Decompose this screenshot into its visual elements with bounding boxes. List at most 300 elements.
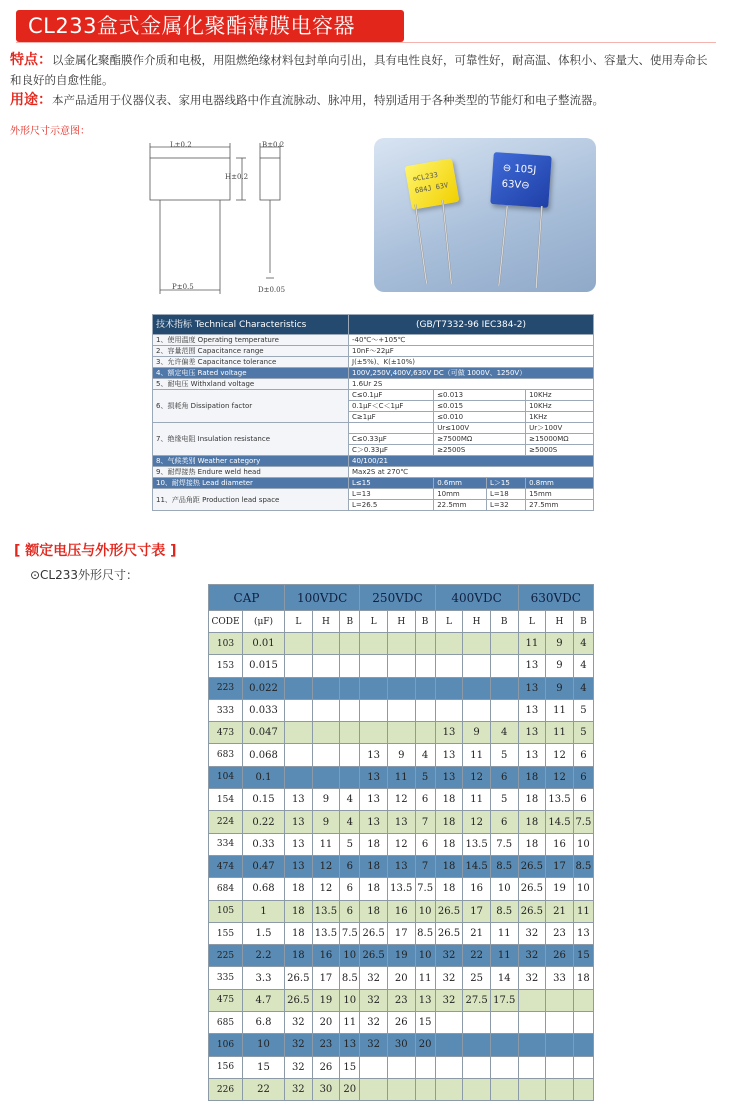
tech-row-label: 7、绝缘电阻 Insulation resistance: [153, 423, 349, 456]
dimension-cell: 26.5: [518, 900, 546, 922]
dimension-cell: 5: [490, 744, 518, 766]
tech-cell: 1KHz: [526, 412, 594, 423]
dimension-cell: 32: [360, 1012, 388, 1034]
dimension-cell: 10: [340, 945, 360, 967]
dimension-cell: 18: [360, 878, 388, 900]
cap-cell: 0.15: [243, 789, 285, 811]
dimension-cell: 20: [387, 967, 415, 989]
dimension-cell: 8.5: [415, 922, 435, 944]
dimension-cell: 5: [573, 699, 593, 721]
dimension-cell: [435, 1056, 463, 1078]
dimension-cell: 9: [387, 744, 415, 766]
table-row: [209, 811, 594, 833]
dimension-cell: [435, 655, 463, 677]
dimension-cell: 32: [285, 1012, 313, 1034]
dimension-cell: 32: [360, 967, 388, 989]
tech-row-value: 10nF～22μF: [349, 346, 594, 357]
table-row: [209, 766, 594, 788]
tech-cell: ≤0.015: [434, 401, 526, 412]
table-row: [209, 833, 594, 855]
dimension-cell: 32: [435, 989, 463, 1011]
dimension-cell: 11: [573, 900, 593, 922]
dimension-cell: 15: [573, 945, 593, 967]
dimension-cell: 32: [360, 989, 388, 1011]
code-cell: 103: [209, 633, 243, 655]
dimension-cell: [573, 1078, 593, 1100]
dimension-cell: 18: [435, 878, 463, 900]
tech-cell: 0.8mm: [526, 478, 594, 489]
dimension-cell: 13: [360, 766, 388, 788]
dimension-cell: [490, 1078, 518, 1100]
dimension-cell: [340, 699, 360, 721]
dimension-cell: 18: [285, 922, 313, 944]
tech-cell: ≥2500S: [434, 445, 526, 456]
dimension-cell: [360, 655, 388, 677]
blue-lead-2: [535, 206, 543, 288]
dimension-cell: 6: [415, 789, 435, 811]
dimension-cell: 13: [518, 655, 546, 677]
dimension-cell: 13: [435, 766, 463, 788]
dimension-cell: 7.5: [490, 833, 518, 855]
table-row: [209, 699, 594, 721]
dimension-cell: 13: [518, 744, 546, 766]
dimension-cell: 22: [463, 945, 491, 967]
cap-cell: 0.015: [243, 655, 285, 677]
tech-table: [152, 314, 594, 511]
dimension-cell: [435, 633, 463, 655]
dimension-cell: 12: [463, 766, 491, 788]
dimension-cell: [285, 677, 313, 699]
dimension-cell: 9: [312, 789, 340, 811]
dimension-cell: 18: [435, 811, 463, 833]
dimension-cell: 11: [463, 789, 491, 811]
dimension-cell: 26.5: [518, 855, 546, 877]
dimension-cell: [573, 989, 593, 1011]
dimension-cell: 16: [463, 878, 491, 900]
tech-row-value: -40℃～+105℃: [349, 335, 594, 346]
cap-cell: 0.1: [243, 766, 285, 788]
dimension-cell: 13: [340, 1034, 360, 1056]
lhb-header: L: [360, 611, 388, 633]
table-row: [209, 1078, 594, 1100]
tech-cell: C≤0.1μF: [349, 390, 434, 401]
dimension-cell: [490, 633, 518, 655]
dimension-cell: 12: [387, 789, 415, 811]
tech-cell: C≤0.33μF: [349, 434, 434, 445]
dimension-cell: 13.5: [387, 878, 415, 900]
dimension-cell: 32: [518, 967, 546, 989]
tech-cell: Ur≤100V: [434, 423, 526, 434]
dimension-cell: 9: [546, 677, 574, 699]
dimension-cell: 23: [387, 989, 415, 1011]
tech-row-value: 100V,250V,400V,630V DC（可做 1000V、1250V）: [349, 368, 594, 379]
dimension-cell: 20: [415, 1034, 435, 1056]
dimension-cell: 32: [285, 1078, 313, 1100]
code-cell: 224: [209, 811, 243, 833]
dimension-cell: 14: [490, 967, 518, 989]
dimension-cell: [415, 699, 435, 721]
dim-table-subheader: [209, 611, 594, 633]
cap-header: CAP: [209, 585, 285, 611]
table-row: [209, 655, 594, 677]
tech-cell: C≥1μF: [349, 412, 434, 423]
dimension-cell: [312, 633, 340, 655]
dimension-cell: 30: [387, 1034, 415, 1056]
dimension-cell: 5: [573, 722, 593, 744]
tech-row: [153, 335, 594, 346]
tech-cell: L=32: [487, 500, 526, 511]
cap-cell: 0.47: [243, 855, 285, 877]
tech-row: [153, 489, 594, 500]
lhb-header: H: [546, 611, 574, 633]
dimension-cell: [285, 699, 313, 721]
code-cell: 226: [209, 1078, 243, 1100]
dimension-cell: [415, 722, 435, 744]
usage-label: 用途：: [10, 92, 52, 108]
tech-cell: 27.5mm: [526, 500, 594, 511]
tech-header-left: 技术指标 Technical Characteristics: [153, 315, 349, 335]
dimension-cell: 7: [415, 811, 435, 833]
cap-cell: 2.2: [243, 945, 285, 967]
dimension-cell: [312, 766, 340, 788]
dimension-cell: [518, 1056, 546, 1078]
dimension-cell: 13: [285, 789, 313, 811]
dimension-cell: 6: [573, 789, 593, 811]
dimension-cell: 13: [415, 989, 435, 1011]
dimension-cell: 10: [340, 989, 360, 1011]
dimension-cell: [285, 744, 313, 766]
dimension-cell: [546, 989, 574, 1011]
tech-row-value: J(±5%)、K(±10%): [349, 357, 594, 368]
lhb-header: B: [340, 611, 360, 633]
dimension-cell: [360, 677, 388, 699]
dimension-cell: 7: [415, 855, 435, 877]
dimension-cell: 4: [573, 655, 593, 677]
dimension-cell: [490, 699, 518, 721]
voltage-header: 400VDC: [435, 585, 518, 611]
dimension-cell: 13.5: [463, 833, 491, 855]
dimension-cell: [490, 1012, 518, 1034]
tech-row: [153, 467, 594, 478]
lhb-header: B: [573, 611, 593, 633]
tech-row-label: 1、使用温度 Operating temperature: [153, 335, 349, 346]
tech-row: [153, 390, 594, 401]
section-subtitle: ⊙CL233外形尺寸：: [30, 568, 139, 582]
dimension-cell: 20: [340, 1078, 360, 1100]
dimension-cell: 18: [435, 789, 463, 811]
dimension-cell: 13: [435, 722, 463, 744]
tech-cell: 0.1μF＜C＜1μF: [349, 401, 434, 412]
dimension-cell: [463, 1056, 491, 1078]
dimension-cell: [518, 1012, 546, 1034]
dimension-cell: 4: [415, 744, 435, 766]
dimension-cell: 4: [490, 722, 518, 744]
dimension-cell: 13: [387, 855, 415, 877]
dimension-cell: 13: [518, 722, 546, 744]
dimension-cell: [463, 1012, 491, 1034]
dimension-cell: 12: [463, 811, 491, 833]
dimension-cell: 18: [518, 811, 546, 833]
code-cell: 153: [209, 655, 243, 677]
tech-row-label: 9、耐焊接热 Endure weld head: [153, 467, 349, 478]
lhb-header: L: [285, 611, 313, 633]
dimension-cell: [573, 1056, 593, 1078]
dimension-cell: 12: [312, 855, 340, 877]
dimension-cell: 30: [312, 1078, 340, 1100]
code-cell: 333: [209, 699, 243, 721]
dimension-cell: 13: [573, 922, 593, 944]
dimension-cell: [387, 722, 415, 744]
dim-b-label: B±0.2: [262, 141, 285, 149]
table-row: [209, 945, 594, 967]
dimension-cell: [387, 677, 415, 699]
dimension-cell: 6: [340, 900, 360, 922]
dimension-cell: 16: [387, 900, 415, 922]
lhb-header: H: [312, 611, 340, 633]
dimension-cell: 6: [573, 766, 593, 788]
code-cell: 155: [209, 922, 243, 944]
voltage-header: 250VDC: [360, 585, 435, 611]
dimension-cell: [463, 1078, 491, 1100]
table-row: [209, 989, 594, 1011]
tech-cell: L=26.5: [349, 500, 434, 511]
dimension-cell: [360, 722, 388, 744]
dimension-cell: 11: [518, 633, 546, 655]
dimension-cell: [463, 699, 491, 721]
yellow-cap-text-2: 684J 63V: [414, 181, 449, 196]
dimension-cell: 18: [573, 967, 593, 989]
dimension-cell: [387, 1078, 415, 1100]
tech-cell: L=18: [487, 489, 526, 500]
dimension-cell: [435, 677, 463, 699]
dimension-cell: [463, 1034, 491, 1056]
dimension-cell: 26.5: [360, 945, 388, 967]
dimension-cell: [573, 1034, 593, 1056]
dimension-cell: 6: [490, 811, 518, 833]
dimension-cell: 18: [435, 855, 463, 877]
cap-cell: 0.01: [243, 633, 285, 655]
lhb-header: L: [435, 611, 463, 633]
blue-cap-text-2: 63V⊖: [501, 178, 530, 192]
dimension-cell: [463, 655, 491, 677]
dimension-cell: 18: [435, 833, 463, 855]
tech-header-right: (GB/T7332-96 IEC384-2): [349, 315, 594, 335]
cap-cell: 1.5: [243, 922, 285, 944]
table-row: [209, 967, 594, 989]
dimension-cell: 15: [415, 1012, 435, 1034]
dimension-cell: [546, 1056, 574, 1078]
cap-cell: 4.7: [243, 989, 285, 1011]
dimension-cell: 19: [546, 878, 574, 900]
dimension-cell: [435, 699, 463, 721]
lhb-header: H: [387, 611, 415, 633]
tech-row: [153, 357, 594, 368]
lhb-header: B: [490, 611, 518, 633]
cap-cell: 1: [243, 900, 285, 922]
dimension-cell: 13: [360, 744, 388, 766]
dimension-cell: 9: [312, 811, 340, 833]
dimension-cell: 14.5: [463, 855, 491, 877]
dimension-cell: 13: [360, 789, 388, 811]
tech-row-label: 11、产品角距 Production lead space: [153, 489, 349, 511]
dimension-cell: 17: [463, 900, 491, 922]
dimension-cell: 16: [546, 833, 574, 855]
dimension-cell: 17: [387, 922, 415, 944]
yellow-cap-text-1: ⊖CL233: [412, 170, 439, 184]
lhb-header: H: [463, 611, 491, 633]
dim-table-header: [209, 585, 594, 611]
code-cell: 685: [209, 1012, 243, 1034]
table-row: [209, 1034, 594, 1056]
dimension-cell: [490, 1034, 518, 1056]
tech-cell: C＞0.33μF: [349, 445, 434, 456]
table-row: [209, 1056, 594, 1078]
dimension-cell: 13: [518, 677, 546, 699]
voltage-header: 100VDC: [285, 585, 360, 611]
dimension-cell: [463, 677, 491, 699]
lhb-header: B: [415, 611, 435, 633]
cap-cell: 15: [243, 1056, 285, 1078]
tech-cell: L＞15: [487, 478, 526, 489]
dimension-cell: 20: [312, 1012, 340, 1034]
dimension-cell: 7.5: [415, 878, 435, 900]
dimension-cell: 9: [546, 633, 574, 655]
cap-cell: 0.022: [243, 677, 285, 699]
dimension-cell: 32: [360, 1034, 388, 1056]
dimension-cell: 4: [340, 789, 360, 811]
tech-row: [153, 346, 594, 357]
dimension-cell: [490, 655, 518, 677]
dimension-cell: 9: [546, 655, 574, 677]
tech-row: [153, 478, 594, 489]
dimension-cell: 26.5: [285, 967, 313, 989]
dimension-cell: 13.5: [312, 922, 340, 944]
dimension-cell: 8.5: [573, 855, 593, 877]
dimension-cell: 13: [360, 811, 388, 833]
dimension-cell: 26.5: [285, 989, 313, 1011]
cap-cell: 6.8: [243, 1012, 285, 1034]
dimension-cell: 32: [435, 967, 463, 989]
dimension-cell: [435, 1012, 463, 1034]
tech-row-value: 1.6Ur 2S: [349, 379, 594, 390]
code-cell: 684: [209, 878, 243, 900]
dimension-table: [208, 584, 594, 1101]
dimension-cell: [340, 655, 360, 677]
dimension-cell: [573, 1012, 593, 1034]
dimension-cell: [387, 655, 415, 677]
dimension-cell: [387, 699, 415, 721]
tech-row: [153, 379, 594, 390]
usage-text: 本产品适用于仪器仪表、家用电器线路中作直流脉动、脉冲用，特别适用于各种类型的节能灯和电子整流器。: [52, 93, 604, 107]
dimension-cell: 11: [415, 967, 435, 989]
tech-row-value: Max2S at 270℃: [349, 467, 594, 478]
tech-cell: 22.5mm: [434, 500, 487, 511]
dimension-cell: 32: [285, 1056, 313, 1078]
dimension-cell: [312, 744, 340, 766]
dimension-cell: 18: [285, 878, 313, 900]
cap-cell: 0.033: [243, 699, 285, 721]
dimension-cell: 11: [463, 744, 491, 766]
dimension-cell: 8.5: [340, 967, 360, 989]
dimension-cell: [312, 655, 340, 677]
dimension-cell: [518, 1034, 546, 1056]
dimension-cell: 11: [340, 1012, 360, 1034]
table-row: [209, 855, 594, 877]
cap-cell: 22: [243, 1078, 285, 1100]
dimension-cell: 10: [573, 833, 593, 855]
dimension-cell: [340, 722, 360, 744]
dimension-cell: 17: [546, 855, 574, 877]
dimension-cell: 7.5: [573, 811, 593, 833]
tech-row-label: 6、损耗角 Dissipation factor: [153, 390, 349, 423]
dimension-cell: [546, 1034, 574, 1056]
dimension-cell: [312, 722, 340, 744]
dimension-cell: 33: [546, 967, 574, 989]
dimension-cell: 13: [285, 811, 313, 833]
dimension-cell: 26.5: [360, 922, 388, 944]
feature-paragraph: [10, 50, 718, 90]
dimension-cell: 13: [285, 833, 313, 855]
dimension-cell: 26: [312, 1056, 340, 1078]
dimension-cell: 18: [518, 789, 546, 811]
tech-row-label: 10、耐焊接热 Lead diameter: [153, 478, 349, 489]
dimension-cell: 6: [340, 855, 360, 877]
tech-row-label: 3、允许偏差 Capacitance tolerance: [153, 357, 349, 368]
table-row: [209, 878, 594, 900]
table-row: [209, 789, 594, 811]
dimension-cell: 6: [340, 878, 360, 900]
tech-cell: ≥15000MΩ: [526, 434, 594, 445]
tech-cell: 15mm: [526, 489, 594, 500]
dimension-cell: 7.5: [340, 922, 360, 944]
voltage-header: 630VDC: [518, 585, 593, 611]
tech-row-label: 5、耐电压 Withxland voltage: [153, 379, 349, 390]
tech-row: [153, 456, 594, 467]
dimension-cell: 23: [312, 1034, 340, 1056]
dimension-cell: 18: [360, 855, 388, 877]
lhb-header: L: [518, 611, 546, 633]
table-row: [209, 677, 594, 699]
code-cell: 475: [209, 989, 243, 1011]
cap-cell: 0.68: [243, 878, 285, 900]
blue-lead-1: [498, 206, 508, 286]
dimension-cell: 26.5: [435, 900, 463, 922]
dimension-cell: 4: [340, 811, 360, 833]
dimension-cell: [340, 744, 360, 766]
dimension-cell: 13.5: [546, 789, 574, 811]
dimension-cell: 25: [463, 967, 491, 989]
dimension-cell: [360, 1056, 388, 1078]
dimension-cell: 17: [312, 967, 340, 989]
table-row: [209, 744, 594, 766]
dimension-cell: [387, 1056, 415, 1078]
dimension-cell: 11: [490, 945, 518, 967]
dimension-cell: 18: [518, 833, 546, 855]
dimension-diagram: [140, 138, 310, 303]
dimension-cell: 13: [435, 744, 463, 766]
dimension-cell: [340, 633, 360, 655]
dimension-cell: [360, 1078, 388, 1100]
dimension-cell: [415, 655, 435, 677]
dimension-cell: 19: [387, 945, 415, 967]
dimension-cell: 17.5: [490, 989, 518, 1011]
dim-d-label: D±0.05: [258, 286, 286, 294]
cap-cell: 0.047: [243, 722, 285, 744]
dimension-cell: [490, 1056, 518, 1078]
dim-p-label: P±0.5: [172, 283, 194, 291]
dimension-cell: 10: [490, 878, 518, 900]
dimension-cell: 6: [415, 833, 435, 855]
